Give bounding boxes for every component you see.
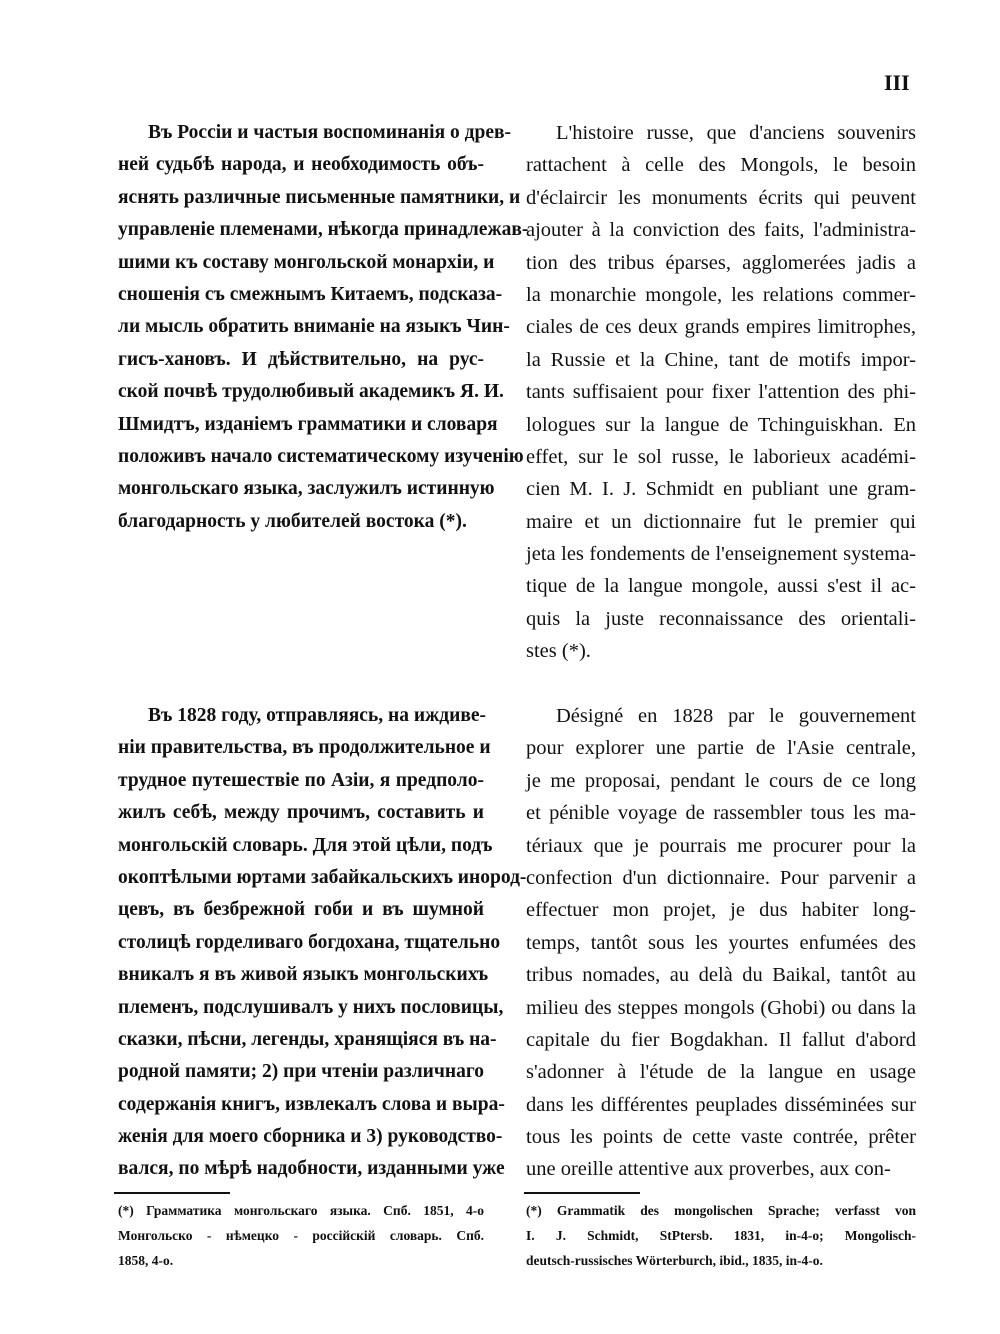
text-line: Шмидтъ, изданіемъ грамматики и словаря <box>118 413 498 435</box>
text-line: L'histoire russe, que d'anciens souvenirs <box>556 122 916 144</box>
text-line: столицѣ горделиваго богдохана, тщательно <box>118 931 501 953</box>
french-footnote <box>526 1198 916 1273</box>
text-line: содержанія книгъ, извлекалъ слова и выра- <box>118 1093 505 1115</box>
text-line: жилъ себѣ, между прочимъ, составить и <box>118 802 484 824</box>
text-line: maire et un dictionnaire fut le premier qui <box>526 510 916 533</box>
text-line: положивъ начало систематическому изученію <box>118 445 524 467</box>
text-line: (*) Grammatik des mongolischen Sprache; verfasst von <box>526 1203 916 1218</box>
text-line: la Russie et la Chine, tant de motifs impor- <box>526 348 916 371</box>
text-line: сказки, пѣсни, легенды, хранящіяся въ на- <box>118 1028 497 1050</box>
page-number: III <box>884 70 910 95</box>
text-line: deutsch-russisches Wörterburch, ibid., 1835, in-4-o. <box>526 1253 823 1268</box>
text-line: stes (*). <box>526 640 591 663</box>
text-line: шими къ составу монгольской монархіи, и <box>118 251 495 273</box>
russian-footnote <box>118 1198 484 1273</box>
text-line: dans les différentes peuplades disséminées sur <box>526 1093 916 1116</box>
text-line: ской почвѣ трудолюбивый академикъ Я. И. <box>118 381 504 403</box>
text-line: ніи правительства, въ продолжительное и <box>118 737 491 759</box>
text-line: tériaux que je pourrais me procurer pour la <box>526 834 916 857</box>
text-line: благодарность у любителей востока (*). <box>118 510 467 532</box>
text-line: capitale du fier Bogdakhan. Il fallut d'abord <box>526 1028 916 1051</box>
text-line: une oreille attentive aux proverbes, aux con- <box>526 1158 891 1181</box>
text-line: окоптѣлыми юртами забайкальскихъ инород- <box>118 866 527 888</box>
text-line: яснять различные письменные памятники, и <box>118 186 521 208</box>
text-line: tants suffisaient pour fixer l'attention des phi- <box>526 381 916 404</box>
text-line: tique de la langue mongole, aussi s'est il ac- <box>526 575 916 598</box>
text-line: et pénible voyage de rassembler tous les ma- <box>526 802 916 825</box>
text-line: temps, tantôt sous les yourtes enfumées des <box>526 931 916 954</box>
text-line: вался, по мѣрѣ надобности, изданными уже <box>118 1158 505 1180</box>
text-line: родной памяти; 2) при чтеніи различнаго <box>118 1061 485 1083</box>
text-line: Въ Россіи и частыя воспоминанія о древ- <box>148 122 512 143</box>
text-line: управленіе племенами, нѣкогда принадлежав- <box>118 219 529 241</box>
french-footnote-rule <box>524 1192 640 1194</box>
text-line: гисъ-хановъ. И дѣйствительно, на рус- <box>118 348 484 370</box>
text-line: la monarchie mongole, les relations commer- <box>526 283 916 306</box>
russian-footnote-rule <box>114 1192 230 1194</box>
text-line: effet, sur le sol russe, le laborieux académi- <box>526 445 916 468</box>
text-line: вникалъ я въ живой языкъ монгольскихъ <box>118 964 489 986</box>
russian-paragraph-1 <box>118 117 529 538</box>
text-line: ли мысль обратить вниманіе на языкъ Чин- <box>118 316 510 338</box>
text-line: je me proposai, pendant le cours de ce long <box>526 769 916 792</box>
text-line: effectuer mon projet, je dus habiter long- <box>526 899 916 922</box>
text-line: Désigné en 1828 par le gouvernement <box>556 705 916 727</box>
text-line: монгольскаго языка, заслужилъ истинную <box>118 478 495 500</box>
french-paragraph-1 <box>526 117 916 668</box>
text-line: (*) Грамматика монгольскаго языка. Спб. 1851, 4-о <box>118 1203 484 1218</box>
text-line: tribus nomades, au delà du Baikal, tantôt au <box>526 964 916 987</box>
text-line: женія для моего сборника и 3) руководство- <box>118 1126 503 1148</box>
text-line: rattachent à celle des Mongols, le besoin <box>526 154 916 177</box>
text-line: I. J. Schmidt, StPtersb. 1831, in-4-o; Mongolisch- <box>526 1228 916 1243</box>
text-line: трудное путешествіе по Азіи, я предполо- <box>118 769 484 791</box>
text-line: монгольскій словарь. Для этой цѣли, подъ <box>118 834 493 856</box>
text-line: pour explorer une partie de l'Asie centrale, <box>526 737 916 760</box>
text-line: племенъ, подслушивалъ у нихъ пословицы, <box>118 996 504 1018</box>
text-line: 1858, 4-о. <box>118 1253 174 1268</box>
text-line: сношенія съ смежнымъ Китаемъ, подсказа- <box>118 283 503 305</box>
text-line: quis la juste reconnaissance des orientali- <box>526 607 916 630</box>
text-line: d'éclaircir les monuments écrits qui peuvent <box>526 186 916 209</box>
text-line: цевъ, въ безбрежной гоби и въ шумной <box>118 899 484 921</box>
text-line: ней судьбѣ народа, и необходимость объ- <box>118 154 484 176</box>
text-line: ciales de ces deux grands empires limitrophes, <box>526 316 916 339</box>
text-line: milieu des steppes mongols (Ghobi) ou dans la <box>526 996 916 1019</box>
text-line: Въ 1828 году, отправляясь, на иждиве- <box>148 705 487 726</box>
russian-paragraph-2 <box>118 700 527 1186</box>
text-line: Монгольско - нѣмецко - россійскій словарь. Спб. <box>118 1228 484 1243</box>
text-line: ajouter à la conviction des faits, l'administra- <box>526 219 916 242</box>
text-line: cien M. I. J. Schmidt en publiant une gram- <box>526 478 916 501</box>
text-line: s'adonner à l'étude de la langue en usage <box>526 1061 916 1084</box>
french-paragraph-2 <box>526 700 916 1186</box>
text-line: confection d'un dictionnaire. Pour parvenir a <box>526 866 916 889</box>
text-line: jeta les fondements de l'enseignement systema- <box>526 543 916 566</box>
text-line: tion des tribus éparses, agglomerées jadis a <box>526 251 916 274</box>
text-line: tous les points de cette vaste contrée, prêter <box>526 1126 916 1149</box>
text-line: lologues sur la langue de Tchinguiskhan. En <box>526 413 916 436</box>
